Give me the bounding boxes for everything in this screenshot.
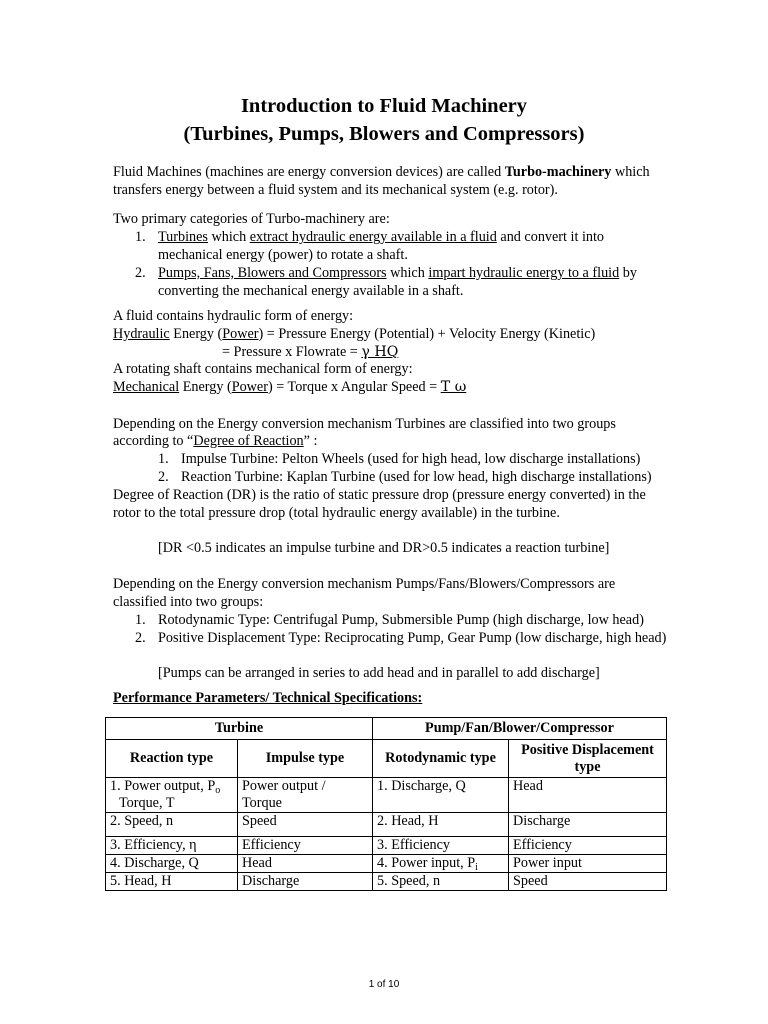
table-cell bbox=[106, 778, 238, 813]
page-title: Introduction to Fluid Machinery bbox=[240, 95, 528, 117]
table-cell bbox=[238, 778, 373, 813]
turbines-text: ” : bbox=[303, 433, 318, 449]
page-subtitle: (Turbines, Pumps, Blowers and Compressors) bbox=[183, 123, 585, 145]
table-cell: Discharge bbox=[238, 873, 373, 891]
table-column-header-row bbox=[106, 740, 667, 778]
underlined-term: Turbines bbox=[158, 229, 208, 245]
turbines-line-2 bbox=[113, 433, 317, 450]
cell-text: Torque, T bbox=[119, 795, 175, 811]
table-cell bbox=[373, 855, 509, 873]
table-cell: Head bbox=[509, 778, 667, 813]
category-1-number: 1. bbox=[135, 229, 146, 245]
impulse-type-header: Impulse type bbox=[238, 740, 373, 778]
degree-of-reaction-note: [DR <0.5 indicates an impulse turbine and DR>0.5 indicates a reaction turbine] bbox=[158, 540, 610, 556]
table-cell: 5. Speed, n bbox=[373, 873, 509, 891]
category-2-line-1 bbox=[158, 265, 637, 282]
table-cell: Head bbox=[238, 855, 373, 873]
table-cell: 5. Head, H bbox=[106, 873, 238, 891]
underlined-phrase: extract hydraulic energy available in a fluid bbox=[249, 229, 497, 245]
performance-heading: Performance Parameters/ Technical Specifications: bbox=[113, 690, 423, 706]
pumps-note: [Pumps can be arranged in series to add head and in parallel to add discharge] bbox=[158, 665, 600, 681]
intro-text: Fluid Machines (machines are energy conversion devices) are called bbox=[113, 164, 505, 180]
table-row bbox=[106, 813, 667, 837]
underlined-phrase: impart hydraulic energy to a fluid bbox=[428, 265, 620, 281]
table-row bbox=[106, 837, 667, 855]
pumps-line-1: Depending on the Energy conversion mechanism Pumps/Fans/Blowers/Compressors are bbox=[113, 576, 616, 592]
table-cell: Speed bbox=[509, 873, 667, 891]
table-cell: Power input bbox=[509, 855, 667, 873]
turbine-1-number: 1. bbox=[158, 451, 169, 467]
cell-text: Torque bbox=[242, 795, 282, 811]
categories-heading: Two primary categories of Turbo-machinery are: bbox=[113, 211, 390, 227]
positive-displacement-type-header: Positive Displacement type bbox=[509, 740, 667, 778]
table-row bbox=[106, 778, 667, 813]
fluid-energy-line: A fluid contains hydraulic form of energy: bbox=[113, 308, 354, 324]
degree-of-reaction-line-2: rotor to the total pressure drop (total hydraulic energy available) in the turbine. bbox=[113, 505, 560, 521]
degree-of-reaction-line-1: Degree of Reaction (DR) is the ratio of static pressure drop (pressure energy converted) in the bbox=[113, 487, 646, 503]
turbines-text: according to “ bbox=[113, 433, 194, 449]
table-cell: 4. Discharge, Q bbox=[106, 855, 238, 873]
turbines-line-1: Depending on the Energy conversion mechanism Turbines are classified into two groups bbox=[113, 416, 616, 432]
shaft-energy-line: A rotating shaft contains mechanical form of energy: bbox=[113, 361, 413, 377]
equation-symbol: γ HQ bbox=[361, 344, 399, 360]
pump-group-header: Pump/Fan/Blower/Compressor bbox=[373, 718, 667, 740]
underlined-term: Power bbox=[222, 326, 259, 342]
table-row bbox=[106, 873, 667, 891]
table-cell: 3. Efficiency, η bbox=[106, 837, 238, 855]
subscript: i bbox=[475, 862, 478, 873]
pump-2-text: Positive Displacement Type: Reciprocating Pump, Gear Pump (low discharge, high head) bbox=[158, 630, 667, 646]
rotodynamic-type-header: Rotodynamic type bbox=[373, 740, 509, 778]
table-row bbox=[106, 855, 667, 873]
energy-text: Energy ( bbox=[179, 379, 232, 395]
underlined-term: Power bbox=[231, 379, 268, 395]
mechanical-energy-line bbox=[113, 379, 466, 396]
performance-table bbox=[105, 717, 666, 891]
energy-text: ) = Pressure Energy (Potential) + Velocity Energy (Kinetic) bbox=[258, 326, 596, 342]
category-text: which bbox=[207, 229, 250, 245]
equation-symbol: T ω bbox=[440, 379, 467, 395]
turbine-2-text: Reaction Turbine: Kaplan Turbine (used for low head, high discharge installations) bbox=[181, 469, 652, 485]
hydraulic-energy-line bbox=[113, 326, 595, 343]
intro-line-2: transfers energy between a fluid system and its mechanical system (e.g. rotor). bbox=[113, 182, 558, 198]
hydraulic-equation-line bbox=[222, 344, 398, 361]
equation-text: = Pressure x Flowrate = bbox=[222, 344, 362, 360]
intro-bold-term: Turbo-machinery bbox=[504, 164, 612, 180]
subscript: o bbox=[215, 785, 221, 796]
table-cell: 2. Speed, n bbox=[106, 813, 238, 837]
category-text: by bbox=[619, 265, 637, 281]
page-number: 1 of 10 bbox=[368, 979, 400, 990]
intro-text: which bbox=[611, 164, 650, 180]
category-text: which bbox=[386, 265, 429, 281]
turbine-1-text: Impulse Turbine: Pelton Wheels (used for high head, low discharge installations) bbox=[181, 451, 641, 467]
table-cell: 3. Efficiency bbox=[373, 837, 509, 855]
pump-2-number: 2. bbox=[135, 630, 146, 646]
underlined-term: Pumps, Fans, Blowers and Compressors bbox=[158, 265, 387, 281]
energy-text: ) = Torque x Angular Speed = bbox=[267, 379, 441, 395]
table-cell: Efficiency bbox=[509, 837, 667, 855]
pumps-line-2: classified into two groups: bbox=[113, 594, 264, 610]
table-group-header-row bbox=[106, 718, 667, 740]
turbine-2-number: 2. bbox=[158, 469, 169, 485]
category-text: and convert it into bbox=[496, 229, 605, 245]
turbine-group-header: Turbine bbox=[106, 718, 373, 740]
category-2-line-2: converting the mechanical energy available in a shaft. bbox=[158, 283, 464, 299]
table-cell: Efficiency bbox=[238, 837, 373, 855]
underlined-term: Hydraulic bbox=[113, 326, 170, 342]
table-cell: Speed bbox=[238, 813, 373, 837]
energy-text: Energy ( bbox=[169, 326, 223, 342]
underlined-term: Degree of Reaction bbox=[193, 433, 304, 449]
table-cell: Discharge bbox=[509, 813, 667, 837]
cell-text: 4. Power input, P bbox=[377, 855, 476, 871]
underlined-term: Mechanical bbox=[113, 379, 180, 395]
intro-line-1 bbox=[113, 164, 650, 181]
cell-text: Power output / bbox=[242, 778, 326, 794]
reaction-type-header: Reaction type bbox=[106, 740, 238, 778]
table-cell: 1. Discharge, Q bbox=[373, 778, 509, 813]
category-2-number: 2. bbox=[135, 265, 146, 281]
cell-text: 1. Power output, P bbox=[110, 778, 216, 794]
pump-1-text: Rotodynamic Type: Centrifugal Pump, Submersible Pump (high discharge, low head) bbox=[158, 612, 644, 628]
category-1-line-1 bbox=[158, 229, 604, 246]
table-cell: 2. Head, H bbox=[373, 813, 509, 837]
category-1-line-2: mechanical energy (power) to rotate a shaft. bbox=[158, 247, 408, 263]
pump-1-number: 1. bbox=[135, 612, 146, 628]
